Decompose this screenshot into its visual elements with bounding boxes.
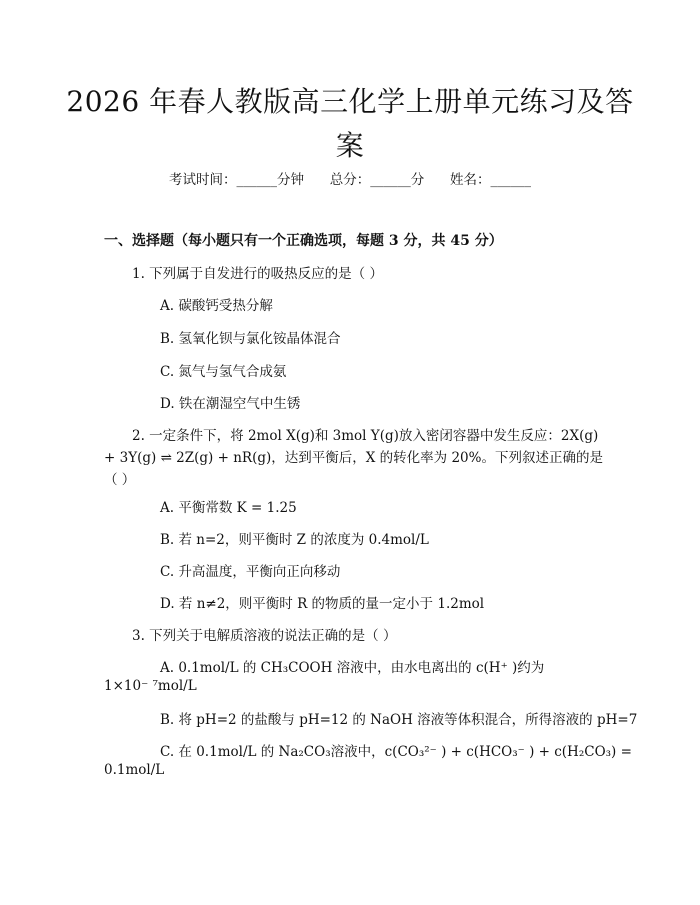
question-3-option-a-line-2: 1×10⁻ ⁷mol/L bbox=[104, 678, 197, 694]
question-2-option-c: C. 升高温度，平衡向正向移动 bbox=[160, 564, 341, 580]
question-1-option-b: B. 氢氧化钡与氯化铵晶体混合 bbox=[160, 331, 341, 347]
question-2-option-d: D. 若 n≠2，则平衡时 R 的物质的量一定小于 1.2mol bbox=[160, 596, 485, 612]
question-3-option-c-line-2: 0.1mol/L bbox=[104, 762, 165, 778]
question-1-option-c: C. 氮气与氢气合成氨 bbox=[160, 364, 287, 380]
exam-info: 考试时间：______分钟 总分：______分 姓名：______ bbox=[169, 172, 531, 188]
question-2-stem-line-1: 2. 一定条件下，将 2mol X(g)和 3mol Y(g)放入密闭容器中发生反应：2X(g) bbox=[132, 428, 599, 444]
section-title: 一、选择题（每小题只有一个正确选项，每题 3 分，共 45 分） bbox=[104, 233, 503, 249]
question-3-option-a-line-1: A. 0.1mol/L 的 CH₃COOH 溶液中，由水电离出的 c(H⁺ )约为 bbox=[160, 660, 545, 676]
question-1-option-d: D. 铁在潮湿空气中生锈 bbox=[160, 396, 301, 412]
question-3-option-c-line-1: C. 在 0.1mol/L 的 Na₂CO₃溶液中，c(CO₃²⁻ ) + c(HCO₃⁻ ) + c(H₂CO₃) = bbox=[160, 744, 632, 760]
question-3-stem: 3. 下列关于电解质溶液的说法正确的是（ ） bbox=[132, 628, 397, 644]
page-title bbox=[60, 80, 640, 168]
question-2-option-a: A. 平衡常数 K = 1.25 bbox=[160, 500, 297, 516]
question-3-option-b: B. 将 pH=2 的盐酸与 pH=12 的 NaOH 溶液等体积混合，所得溶液的 pH=7 bbox=[160, 712, 638, 728]
question-1-option-a: A. 碳酸钙受热分解 bbox=[160, 298, 273, 314]
title-line-1: 2026 年春人教版高三化学上册单元练习及答 bbox=[66, 85, 634, 118]
question-2-stem-line-2: + 3Y(g) ⇌ 2Z(g) + nR(g)，达到平衡后，X 的转化率为 20%。下列叙述正确的是 bbox=[104, 450, 603, 466]
title-line-2: 案 bbox=[335, 129, 365, 162]
question-2-stem-line-3: （ ） bbox=[104, 472, 136, 488]
question-1-stem: 1. 下列属于自发进行的吸热反应的是（ ） bbox=[132, 266, 383, 282]
question-2-option-b: B. 若 n=2，则平衡时 Z 的浓度为 0.4mol/L bbox=[160, 532, 429, 548]
